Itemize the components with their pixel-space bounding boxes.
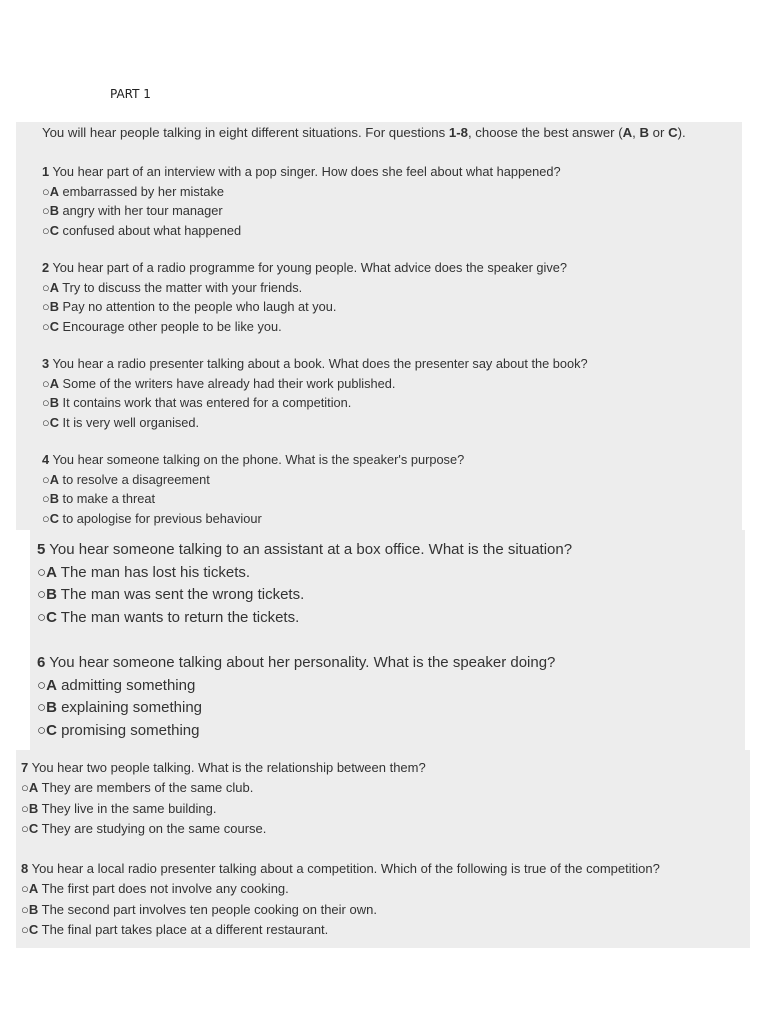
option-2b[interactable]: ○B Pay no attention to the people who laugh at you. (42, 297, 567, 317)
radio-icon[interactable]: ○ (42, 279, 50, 295)
question-7 (21, 758, 426, 839)
option-5c[interactable]: ○C The man wants to return the tickets. (37, 607, 572, 630)
option-1a[interactable]: ○A embarrassed by her mistake (42, 182, 561, 202)
radio-icon[interactable]: ○ (42, 375, 50, 391)
question-prompt: 1 You hear part of an interview with a pop singer. How does she feel about what happened? (42, 164, 561, 179)
radio-icon[interactable]: ○ (37, 699, 47, 717)
radio-icon[interactable]: ○ (42, 491, 50, 506)
radio-icon[interactable]: ○ (42, 203, 50, 218)
question-4 (42, 450, 464, 528)
option-2a[interactable]: ○A Try to discuss the matter with your friends. (42, 278, 567, 298)
question-6 (37, 652, 555, 743)
option-8a[interactable]: ○A The first part does not involve any cooking. (21, 879, 660, 899)
option-3c[interactable]: ○C It is very well organised. (42, 413, 588, 433)
option-2c[interactable]: ○C Encourage other people to be like you. (42, 317, 567, 337)
option-7c[interactable]: ○C They are studying on the same course. (21, 819, 426, 839)
question-8 (21, 859, 660, 940)
question-3 (42, 354, 588, 432)
option-4c[interactable]: ○C to apologise for previous behaviour (42, 509, 464, 529)
question-prompt: 7 You hear two people talking. What is the relationship between them? (21, 760, 426, 775)
radio-icon[interactable]: ○ (21, 901, 29, 917)
radio-icon[interactable]: ○ (21, 820, 29, 836)
option-4a[interactable]: ○A to resolve a disagreement (42, 470, 464, 490)
radio-icon[interactable]: ○ (42, 183, 50, 199)
question-prompt: 4 You hear someone talking on the phone. What is the speaker's purpose? (42, 452, 465, 467)
option-6c[interactable]: ○C promising something (37, 720, 555, 743)
radio-icon[interactable]: ○ (42, 510, 50, 526)
question-1 (42, 162, 561, 240)
radio-icon[interactable]: ○ (21, 921, 29, 937)
radio-icon[interactable]: ○ (42, 471, 50, 487)
question-block-2 (30, 530, 745, 750)
option-6b[interactable]: ○B explaining something (37, 697, 555, 720)
question-prompt: 5 You hear someone talking to an assistant at a box office. What is the situation? (37, 541, 573, 558)
option-8c[interactable]: ○C The final part takes place at a different restaurant. (21, 920, 660, 940)
radio-icon[interactable]: ○ (21, 881, 29, 897)
radio-icon[interactable]: ○ (21, 800, 29, 816)
option-7b[interactable]: ○B They live in the same building. (21, 799, 426, 819)
radio-icon[interactable]: ○ (37, 722, 47, 740)
radio-icon[interactable]: ○ (21, 780, 29, 796)
option-3a[interactable]: ○A Some of the writers have already had their work published. (42, 374, 588, 394)
instructions: You will hear people talking in eight different situations. For questions 1-8, choose the best answer (A, B or C). (42, 125, 686, 140)
part-title: PART 1 (110, 87, 151, 101)
question-prompt: 8 You hear a local radio presenter talking about a competition. Which of the following is true of the competition? (21, 861, 660, 876)
option-6a[interactable]: ○A admitting something (37, 675, 555, 698)
option-1b[interactable]: ○B angry with her tour manager (42, 201, 561, 221)
option-8b[interactable]: ○B The second part involves ten people cooking on their own. (21, 900, 660, 920)
option-4b[interactable]: ○B to make a threat (42, 489, 464, 509)
option-5b[interactable]: ○B The man was sent the wrong tickets. (37, 584, 572, 607)
radio-icon[interactable]: ○ (42, 395, 50, 410)
radio-icon[interactable]: ○ (37, 563, 47, 581)
radio-icon[interactable]: ○ (42, 414, 50, 430)
question-5 (37, 539, 572, 630)
option-3b[interactable]: ○B It contains work that was entered for a competition. (42, 393, 588, 413)
question-prompt: 2 You hear part of a radio programme for young people. What advice does the speaker give? (42, 260, 568, 275)
radio-icon[interactable]: ○ (42, 222, 50, 238)
option-1c[interactable]: ○C confused about what happened (42, 221, 561, 241)
radio-icon[interactable]: ○ (37, 676, 47, 694)
option-7a[interactable]: ○A They are members of the same club. (21, 778, 426, 798)
question-block-3 (16, 750, 750, 948)
question-prompt: 6 You hear someone talking about her personality. What is the speaker doing? (37, 654, 556, 671)
option-5a[interactable]: ○A The man has lost his tickets. (37, 562, 572, 585)
radio-icon[interactable]: ○ (37, 609, 47, 627)
question-prompt: 3 You hear a radio presenter talking about a book. What does the presenter say about the book? (42, 356, 588, 371)
radio-icon[interactable]: ○ (42, 299, 50, 314)
question-2 (42, 258, 567, 336)
question-block-1 (16, 122, 742, 530)
radio-icon[interactable]: ○ (42, 318, 50, 334)
radio-icon[interactable]: ○ (37, 586, 47, 604)
